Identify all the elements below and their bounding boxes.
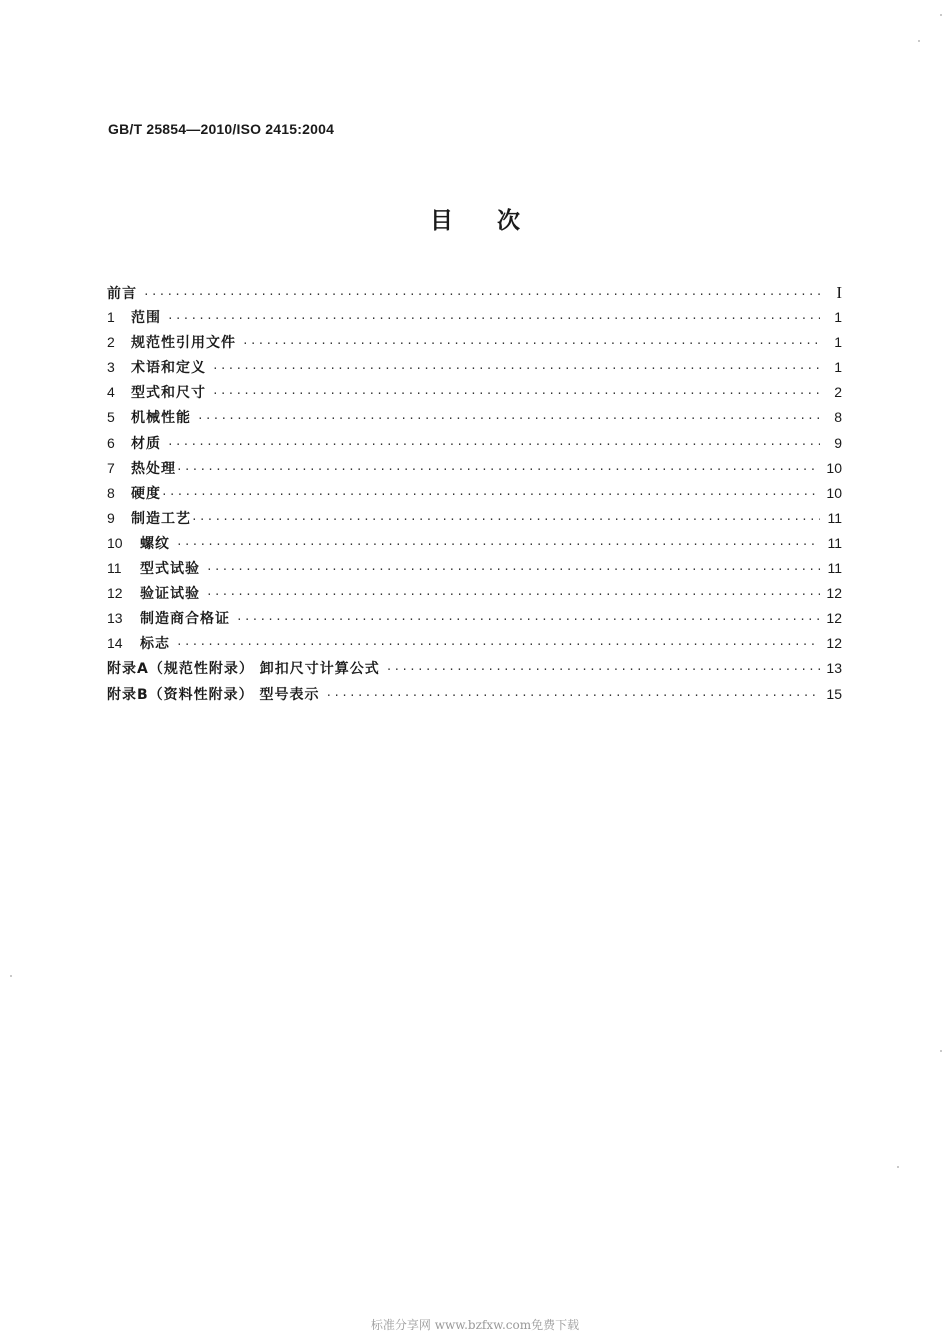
toc-leader-dots [206, 557, 820, 582]
toc-label: 材质 [131, 435, 161, 452]
toc-page-number: 9 [834, 434, 842, 451]
toc-label: 附录A（规范性附录） 卸扣尺寸计算公式 [107, 661, 380, 678]
table-of-contents [107, 280, 842, 707]
toc-leader-dots [161, 482, 820, 507]
toc-leader-dots [212, 381, 820, 406]
toc-label: 硬度 [131, 485, 161, 502]
toc-label: 规范性引用文件 [131, 335, 236, 352]
toc-entry-1[interactable] [107, 305, 842, 330]
toc-entry-foreword[interactable] [107, 280, 842, 305]
toc-page-number: 10 [826, 484, 842, 501]
toc-entry-5[interactable] [107, 405, 842, 430]
toc-entry-14[interactable] [107, 631, 842, 656]
toc-page-number: 1 [834, 359, 842, 376]
toc-section-number: 6 [107, 434, 115, 451]
toc-section-number: 5 [107, 409, 115, 426]
toc-label: 范围 [131, 310, 161, 327]
standard-code: GB/T 25854—2010/ISO 2415:2004 [108, 121, 335, 137]
toc-section-number: 14 [107, 635, 123, 652]
toc-entry-12[interactable] [107, 581, 842, 606]
toc-entry-6[interactable] [107, 431, 842, 456]
scan-speck [918, 40, 920, 42]
toc-label: 机械性能 [131, 410, 191, 427]
toc-entry-8[interactable] [107, 481, 842, 506]
toc-page-number: 15 [826, 685, 842, 702]
toc-label: 验证试验 [140, 586, 200, 603]
footer-watermark: 标准分享网 www.bzfxw.com免费下载 [370, 1318, 580, 1332]
toc-label: 附录B（资料性附录） 型号表示 [107, 686, 320, 703]
toc-entry-10[interactable] [107, 531, 842, 556]
toc-page-number: 12 [826, 610, 842, 627]
toc-leader-dots [236, 607, 820, 632]
toc-section-number: 2 [107, 334, 115, 351]
toc-leader-dots [167, 432, 820, 457]
toc-section-number: 3 [107, 359, 115, 376]
toc-section-number: 11 [107, 560, 122, 577]
toc-entry-annex-b[interactable] [107, 682, 842, 707]
toc-entry-annex-a[interactable] [107, 656, 842, 681]
toc-leader-dots [206, 582, 820, 607]
toc-leader-dots [197, 406, 820, 431]
toc-label: 前言 [107, 286, 137, 302]
toc-label: 术语和定义 [131, 360, 206, 377]
toc-section-number: 8 [107, 484, 115, 501]
toc-entry-9[interactable] [107, 506, 842, 531]
toc-leader-dots [326, 683, 820, 708]
toc-label: 制造工艺 [131, 510, 191, 527]
toc-leader-dots [386, 657, 820, 682]
toc-label: 标志 [140, 636, 170, 653]
toc-page-number: 2 [834, 384, 842, 401]
toc-leader-dots [191, 507, 820, 532]
toc-page-number: 11 [827, 560, 842, 577]
toc-entry-11[interactable] [107, 556, 842, 581]
toc-entry-2[interactable] [107, 330, 842, 355]
toc-page-number: 11 [827, 509, 842, 526]
toc-entry-4[interactable] [107, 380, 842, 405]
toc-page-number: 13 [826, 660, 842, 677]
toc-leader-dots [143, 282, 820, 307]
toc-section-number: 12 [107, 585, 123, 602]
toc-section-number: 13 [107, 610, 123, 627]
toc-page-number: 1 [834, 309, 842, 326]
scan-speck [940, 1050, 942, 1052]
toc-page-number: 12 [826, 585, 842, 602]
scan-speck [10, 975, 12, 977]
page-title [0, 202, 950, 235]
toc-entry-7[interactable] [107, 456, 842, 481]
toc-label: 型式和尺寸 [131, 385, 206, 402]
toc-leader-dots [167, 306, 820, 331]
scan-speck [897, 1166, 899, 1168]
toc-page-number: 10 [826, 459, 842, 476]
toc-leader-dots [212, 356, 820, 381]
toc-section-number: 1 [107, 309, 115, 326]
toc-label: 制造商合格证 [140, 611, 230, 628]
title-char-2: 次 [497, 208, 520, 234]
scan-speck [940, 14, 942, 16]
toc-leader-dots [176, 632, 820, 657]
toc-page-number: I [836, 283, 842, 302]
title-char-1: 目 [430, 208, 453, 234]
toc-entry-3[interactable] [107, 355, 842, 380]
toc-label: 螺纹 [140, 535, 170, 552]
toc-section-number: 9 [107, 509, 115, 526]
toc-label: 热处理 [131, 460, 176, 477]
toc-page-number: 11 [827, 534, 842, 551]
toc-leader-dots [176, 457, 820, 482]
toc-label: 型式试验 [140, 561, 200, 578]
toc-page-number: 8 [834, 409, 842, 426]
toc-entry-13[interactable] [107, 606, 842, 631]
toc-page-number: 1 [834, 334, 842, 351]
toc-page-number: 12 [826, 635, 842, 652]
toc-section-number: 7 [107, 459, 115, 476]
toc-section-number: 4 [107, 384, 115, 401]
toc-section-number: 10 [107, 534, 123, 551]
toc-leader-dots [176, 532, 820, 557]
toc-leader-dots [242, 331, 820, 356]
